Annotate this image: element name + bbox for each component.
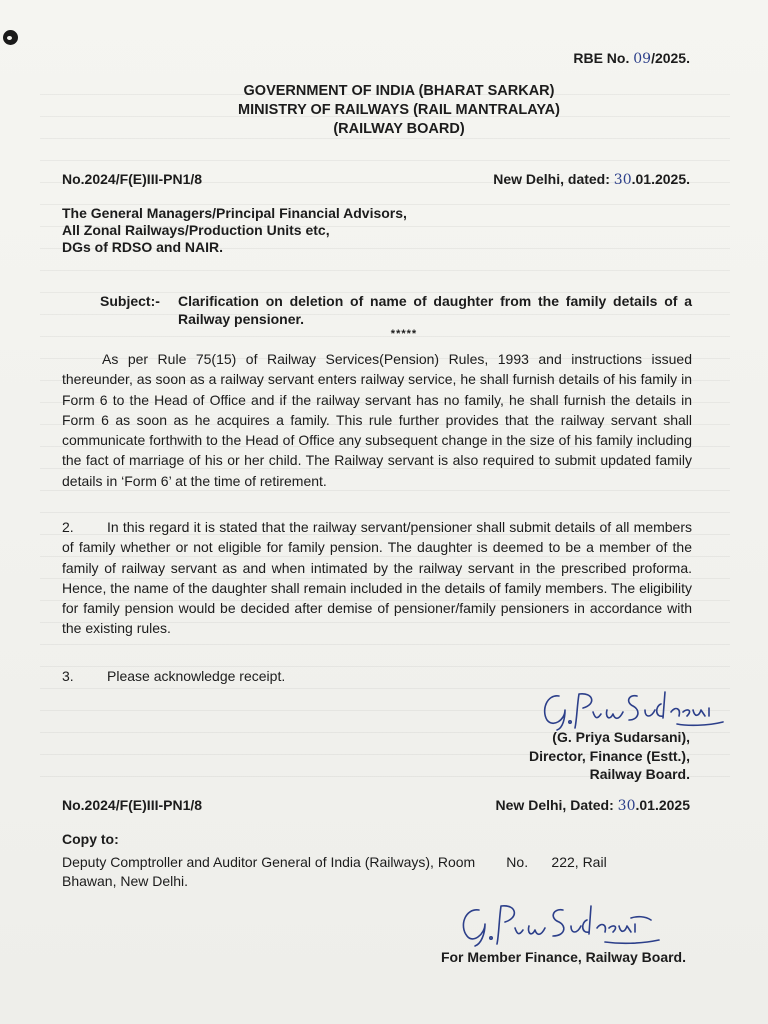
paragraph-number: 3. xyxy=(62,668,74,684)
copy-recipient-line: Deputy Comptroller and Auditor General of India (Railways), Room No. 222, Rail xyxy=(62,854,607,870)
for-member-finance: For Member Finance, Railway Board. xyxy=(440,949,686,965)
signatory-designation: Director, Finance (Estt.), xyxy=(528,747,690,764)
rbe-number: RBE No. 09/2025. xyxy=(573,50,690,67)
separator-stars: ***** xyxy=(390,328,418,340)
letterhead xyxy=(0,82,768,139)
addressee-line: DGs of RDSO and NAIR. xyxy=(62,239,224,255)
paragraph-1: As per Rule 75(15) of Railway Services(Pension) Rules, 1993 and instructions issued thereunder, as soon as a railway servant enters railway service, he shall furnish details of his family in Form 6 to the Head of Office and if the railway servant has no family, he shall furnish the details in Form 6 as soon as he acquires a family. This rule further provides that the railway servant shall communicate forthwith to the Head of Office any subsequent change in the size of his family including the fact of marriage of his or her child. The Railway servant is also required to submit updated family details in ‘Form 6’ at the time of retirement. xyxy=(62,351,692,489)
addressee-line: All Zonal Railways/Production Units etc, xyxy=(62,222,330,238)
subject-text: Clarification on deletion of name of daughter from the family details of a Railway pensioner. xyxy=(178,293,692,327)
govt-line: GOVERNMENT OF INDIA (BHARAT SARKAR) xyxy=(243,83,555,99)
addressee-line: The General Managers/Principal Financial Advisors, xyxy=(62,205,407,221)
subject-label: Subject:- xyxy=(100,293,160,309)
date-handwritten-day: 30 xyxy=(617,798,636,814)
board-line: (RAILWAY BOARD) xyxy=(333,121,465,137)
ministry-line: MINISTRY OF RAILWAYS (RAIL MANTRALAYA) xyxy=(238,102,560,118)
handwritten-signature xyxy=(455,898,665,948)
copy-to-label: Copy to: xyxy=(62,831,119,847)
paragraph-text: Please acknowledge receipt. xyxy=(107,668,286,684)
punch-hole xyxy=(3,30,18,45)
paragraph-2 xyxy=(62,517,692,639)
file-number-copy: No.2024/F(E)III-PN1/8 xyxy=(62,797,203,813)
handwritten-signature xyxy=(537,684,727,732)
copy-recipient xyxy=(62,853,692,891)
paragraph-number: 2. xyxy=(62,519,74,535)
signatory-block xyxy=(529,728,690,784)
rbe-handwritten-number: 09 xyxy=(633,51,652,67)
signatory-office: Railway Board. xyxy=(589,766,690,782)
paragraph-text: In this regard it is stated that the railway servant/pensioner shall submit details of all members of family whether or not eligible for family pension. The daughter is deemed to be a member of the family of railway servant as and when intimated by the railway servant in the prescribed proforma. Hence, the name of the daughter shall remain included in the details of family members. The eligibility for family pension would be decided after demise of pensioner/family pensioners in accordance with the existing rules. xyxy=(62,519,692,637)
signatory-name: (G. Priya Sudarsani), xyxy=(552,729,690,745)
addressee-block xyxy=(62,205,407,256)
file-number: No.2024/F(E)III-PN1/8 xyxy=(62,171,203,187)
date-handwritten-day: 30 xyxy=(613,172,632,188)
copy-recipient-line: Bhawan, New Delhi. xyxy=(62,873,189,889)
issue-date: New Delhi, dated: 30.01.2025. xyxy=(493,171,690,188)
copy-date: New Delhi, Dated: 30.01.2025 xyxy=(495,797,690,814)
